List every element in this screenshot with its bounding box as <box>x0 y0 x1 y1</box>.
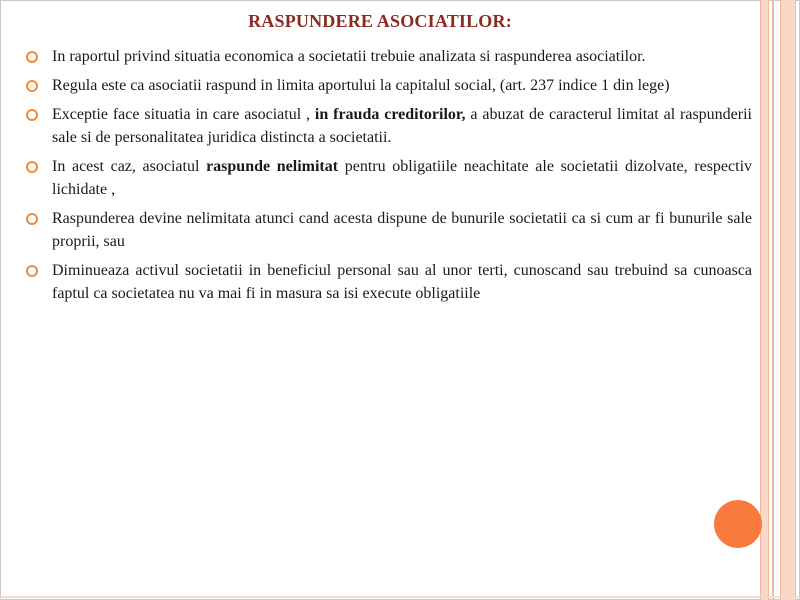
bullet-text-bold: in frauda creditorilor, <box>314 106 466 123</box>
slide-title: RASPUNDERE ASOCIATILOR: <box>248 11 512 31</box>
bullet-text: In acest caz, asociatul <box>52 158 207 175</box>
bullet-text: a abuzat de caracterul limitat al raspunderii sale si de personalitatea juridica distincta a societatii. <box>52 106 752 146</box>
bullet-item <box>26 74 752 97</box>
bullet-text: Diminueaza activul societatii in beneficiul personal sau al unor terti, cunoscand sau trebuind sa cunoasca faptul ca societatea nu va mai fi in masura sa isi execute obligatiile <box>52 262 752 302</box>
bullet-item <box>26 207 752 253</box>
bullet-list <box>26 45 752 311</box>
bullet-item <box>26 259 752 305</box>
bullet-circle-icon <box>26 109 38 121</box>
bullet-circle-icon <box>26 213 38 225</box>
bullet-text: Raspunderea devine nelimitata atunci cand acesta dispune de bunurile societatii ca si cum ar fi bunurile sale proprii, sau <box>52 210 752 250</box>
bullet-item <box>26 103 752 149</box>
bullet-text: Regula este ca asociatii raspund in limita aportului la capitalul social, (art. 237 indice 1 din lege) <box>52 77 670 94</box>
bullet-circle-icon <box>26 51 38 63</box>
decorative-side-bar <box>760 0 769 600</box>
bullet-text: In raportul privind situatia economica a societatii trebuie analizata si raspunderea asociatilor. <box>52 48 646 65</box>
bullet-item <box>26 155 752 201</box>
bullet-text: Exceptie face situatia in care asociatul , <box>52 106 315 123</box>
bullet-text-bold: raspunde nelimitat <box>206 158 339 175</box>
bullet-circle-icon <box>26 80 38 92</box>
accent-circle <box>714 500 762 548</box>
decorative-side-bar <box>780 0 796 600</box>
bullet-circle-icon <box>26 161 38 173</box>
bullet-circle-icon <box>26 265 38 277</box>
bullet-item <box>26 45 752 68</box>
bullet-text: pentru obligatiile neachitate ale societatii dizolvate, respectiv lichidate , <box>52 158 753 198</box>
decorative-bottom-line <box>0 596 800 598</box>
decorative-side-line <box>772 0 774 600</box>
